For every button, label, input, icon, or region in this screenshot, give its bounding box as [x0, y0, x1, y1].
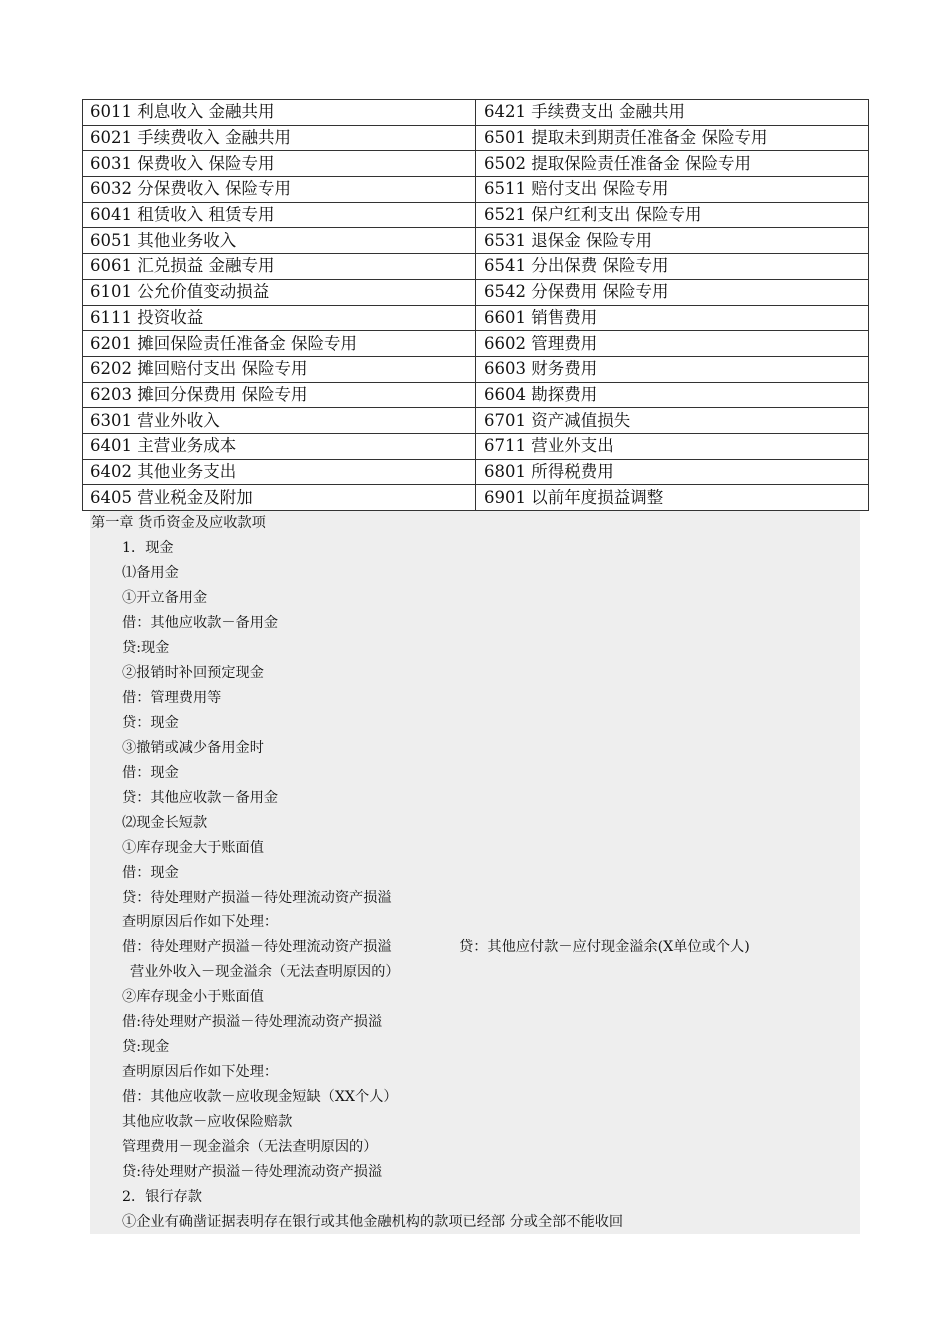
account-cell-left: 6061 汇兑损益 金融专用	[83, 254, 476, 280]
account-cell-right: 6602 管理费用	[476, 331, 869, 357]
account-cell-left: 6021 手续费收入 金融共用	[83, 125, 476, 151]
account-cell-right: 6801 所得税费用	[476, 459, 869, 485]
account-cell-right: 6901 以前年度损益调整	[476, 485, 869, 511]
note-line: 贷：现金	[122, 715, 179, 731]
table-row	[83, 331, 869, 357]
account-cell-right: 6511 赔付支出 保险专用	[476, 177, 869, 203]
account-cell-right: 6603 财务费用	[476, 356, 869, 382]
note-line: 借：管理费用等	[122, 690, 222, 706]
account-cell-left: 6101 公允价值变动损益	[83, 279, 476, 305]
note-line: 借：现金	[122, 865, 179, 881]
table-row	[83, 254, 869, 280]
account-cell-right: 6601 销售费用	[476, 305, 869, 331]
note-line: 借：现金	[122, 765, 179, 781]
note-line: 贷:现金	[122, 640, 170, 656]
account-cell-right: 6711 营业外支出	[476, 433, 869, 459]
table-row	[83, 202, 869, 228]
note-line: ①企业有确凿证据表明存在银行或其他金融机构的款项已经部 分或全部不能收回	[122, 1214, 624, 1230]
account-cell-left: 6202 摊回赔付支出 保险专用	[83, 356, 476, 382]
table-row	[83, 177, 869, 203]
account-cell-left: 6402 其他业务支出	[83, 459, 476, 485]
account-cell-right: 6502 提取保险责任准备金 保险专用	[476, 151, 869, 177]
account-cell-right: 6521 保户红利支出 保险专用	[476, 202, 869, 228]
account-cell-right: 6531 退保金 保险专用	[476, 228, 869, 254]
note-line: ③撤销或减少备用金时	[122, 740, 264, 756]
account-cell-left: 6301 营业外收入	[83, 408, 476, 434]
account-cell-right: 6501 提取未到期责任准备金 保险专用	[476, 125, 869, 151]
side-note: 贷：其他应付款－应付现金溢余(X单位或个人)	[459, 939, 750, 955]
note-line: 2．银行存款	[122, 1189, 202, 1205]
account-cell-left: 6051 其他业务收入	[83, 228, 476, 254]
chapter-notes	[90, 511, 860, 1234]
note-line: ①开立备用金	[122, 590, 208, 606]
note-line: ②报销时补回预定现金	[122, 665, 264, 681]
account-cell-left: 6201 摊回保险责任准备金 保险专用	[83, 331, 476, 357]
table-row	[83, 356, 869, 382]
account-cell-left: 6041 租赁收入 租赁专用	[83, 202, 476, 228]
note-line: ⑵现金长短款	[122, 815, 208, 831]
table-row	[83, 485, 869, 511]
note-line: 营业外收入－现金溢余（无法查明原因的）	[130, 964, 400, 980]
note-line: 管理费用－现金溢余（无法查明原因的）	[122, 1139, 378, 1155]
note-line: ⑴备用金	[122, 565, 179, 581]
table-row	[83, 459, 869, 485]
account-cell-left: 6032 分保费收入 保险专用	[83, 177, 476, 203]
note-line: 贷:现金	[122, 1039, 170, 1055]
note-line: 查明原因后作如下处理：	[122, 914, 279, 930]
account-cell-left: 6203 摊回分保费用 保险专用	[83, 382, 476, 408]
note-line: 查明原因后作如下处理：	[122, 1064, 279, 1080]
table-row	[83, 228, 869, 254]
note-line: 贷：待处理财产损溢－待处理流动资产损溢	[122, 890, 392, 906]
account-cell-right: 6421 手续费支出 金融共用	[476, 100, 869, 126]
account-cell-right: 6701 资产减值损失	[476, 408, 869, 434]
account-cell-right: 6542 分保费用 保险专用	[476, 279, 869, 305]
table-row	[83, 279, 869, 305]
note-line: 贷:待处理财产损溢－待处理流动资产损溢	[122, 1164, 383, 1180]
account-cell-left: 6011 利息收入 金融共用	[83, 100, 476, 126]
account-cell-left: 6031 保费收入 保险专用	[83, 151, 476, 177]
table-row	[83, 100, 869, 126]
note-line: 借:待处理财产损溢－待处理流动资产损溢	[122, 1014, 383, 1030]
table-row	[83, 151, 869, 177]
table-row	[83, 305, 869, 331]
note-line: 借：其他应收款－备用金	[122, 615, 279, 631]
account-cell-left: 6405 营业税金及附加	[83, 485, 476, 511]
note-line: 借：其他应收款－应收现金短缺（XX个人）	[122, 1089, 398, 1105]
note-line: ②库存现金小于账面值	[122, 989, 264, 1005]
account-cell-right: 6604 勘探费用	[476, 382, 869, 408]
account-code-table	[82, 99, 869, 511]
table-row	[83, 433, 869, 459]
account-cell-right: 6541 分出保费 保险专用	[476, 254, 869, 280]
note-line: ①库存现金大于账面值	[122, 840, 264, 856]
note-line: 贷：其他应收款－备用金	[122, 790, 279, 806]
note-line: 1．现金	[122, 540, 174, 556]
note-line: 其他应收款－应收保险赔款	[122, 1114, 293, 1130]
account-cell-left: 6111 投资收益	[83, 305, 476, 331]
note-line: 借：待处理财产损溢－待处理流动资产损溢	[122, 939, 392, 955]
table-row	[83, 382, 869, 408]
chapter-title: 第一章 货币资金及应收款项	[91, 515, 266, 531]
account-cell-left: 6401 主营业务成本	[83, 433, 476, 459]
table-row	[83, 408, 869, 434]
account-code-table-body	[83, 100, 869, 511]
table-row	[83, 125, 869, 151]
